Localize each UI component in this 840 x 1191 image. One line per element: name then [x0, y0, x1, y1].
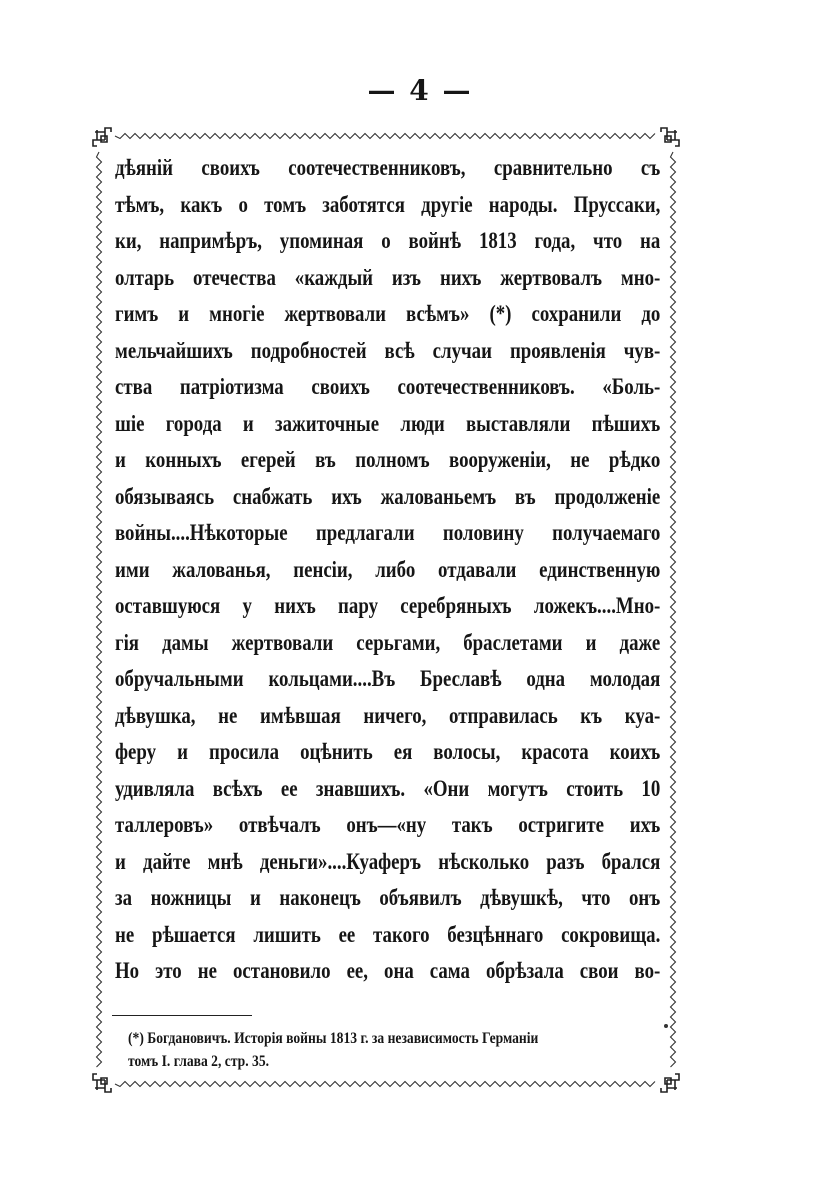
text-line: войны....Нѣкоторые предлагали половину получаемаго — [115, 520, 661, 545]
text-line: ки, напримѣръ, упоминая о войнѣ 1813 года, что на — [115, 228, 661, 253]
footnote — [128, 1027, 668, 1073]
text-line: таллеровъ» отвѣчалъ онъ—«ну такъ остригите ихъ — [115, 812, 661, 837]
text-line: дѣвушка, не имѣвшая ничего, отправилась къ куа- — [115, 702, 661, 728]
text-line: оставшуюся у нихъ пару серебряныхъ ложекъ....Мно- — [115, 593, 661, 618]
footnote-line: томъ I. глава 2, стр. 35. — [128, 1053, 270, 1070]
text-line: олтарь отечества «каждый изъ нихъ жертвовалъ мно- — [115, 264, 661, 290]
footnote-line: (*) Богдановичъ. Исторія войны 1813 г. за независимость Германіи — [128, 1030, 539, 1047]
text-line: и конныхъ егерей въ полномъ вооруженіи, не рѣдко — [115, 447, 661, 472]
text-line: ства патріотизма своихъ соотечественниковъ. «Боль- — [115, 374, 661, 399]
text-line: дѣяній своихъ соотечественниковъ, сравнительно съ — [115, 155, 661, 180]
text-line: гія дамы жертвовали серьгами, браслетами и даже — [115, 629, 661, 655]
text-line: мельчайшихъ подробностей всѣ случаи проявленія чув- — [115, 337, 661, 363]
text-line: Но это не остановило ее, она сама обрѣзала свои во- — [115, 958, 661, 983]
text-line: обязываясь снабжать ихъ жалованьемъ въ продолженіе — [115, 483, 661, 509]
text-line: ими жалованья, пенсіи, либо отдавали единственную — [115, 556, 661, 582]
text-line: шіе города и зажиточные люди выставляли пѣшихъ — [115, 410, 661, 436]
print-speck — [664, 1024, 668, 1028]
text-line: и дайте мнѣ деньги»....Куаферъ нѣсколько разъ брался — [115, 848, 661, 874]
text-line: не рѣшается лишить ее такого безцѣннаго сокровища. — [115, 921, 661, 947]
text-line: феру и просила оцѣнить ея волосы, красота коихъ — [115, 739, 661, 764]
text-line: за ножницы и наконецъ объявилъ дѣвушкѣ, что онъ — [115, 885, 661, 910]
footnote-divider — [112, 1015, 252, 1016]
text-line: гимъ и многіе жертвовали всѣмъ» (*) сохранили до — [115, 301, 661, 326]
body-text — [115, 150, 660, 990]
text-line: тѣмъ, какъ о томъ заботятся другіе народы. Пруссаки, — [115, 191, 661, 217]
page-number: — 4 — — [367, 74, 473, 107]
text-line: удивляла всѣхъ ее знавшихъ. «Они могутъ стоить 10 — [115, 775, 661, 801]
text-line: обручальными кольцами....Въ Бреславѣ одна молодая — [115, 666, 661, 691]
